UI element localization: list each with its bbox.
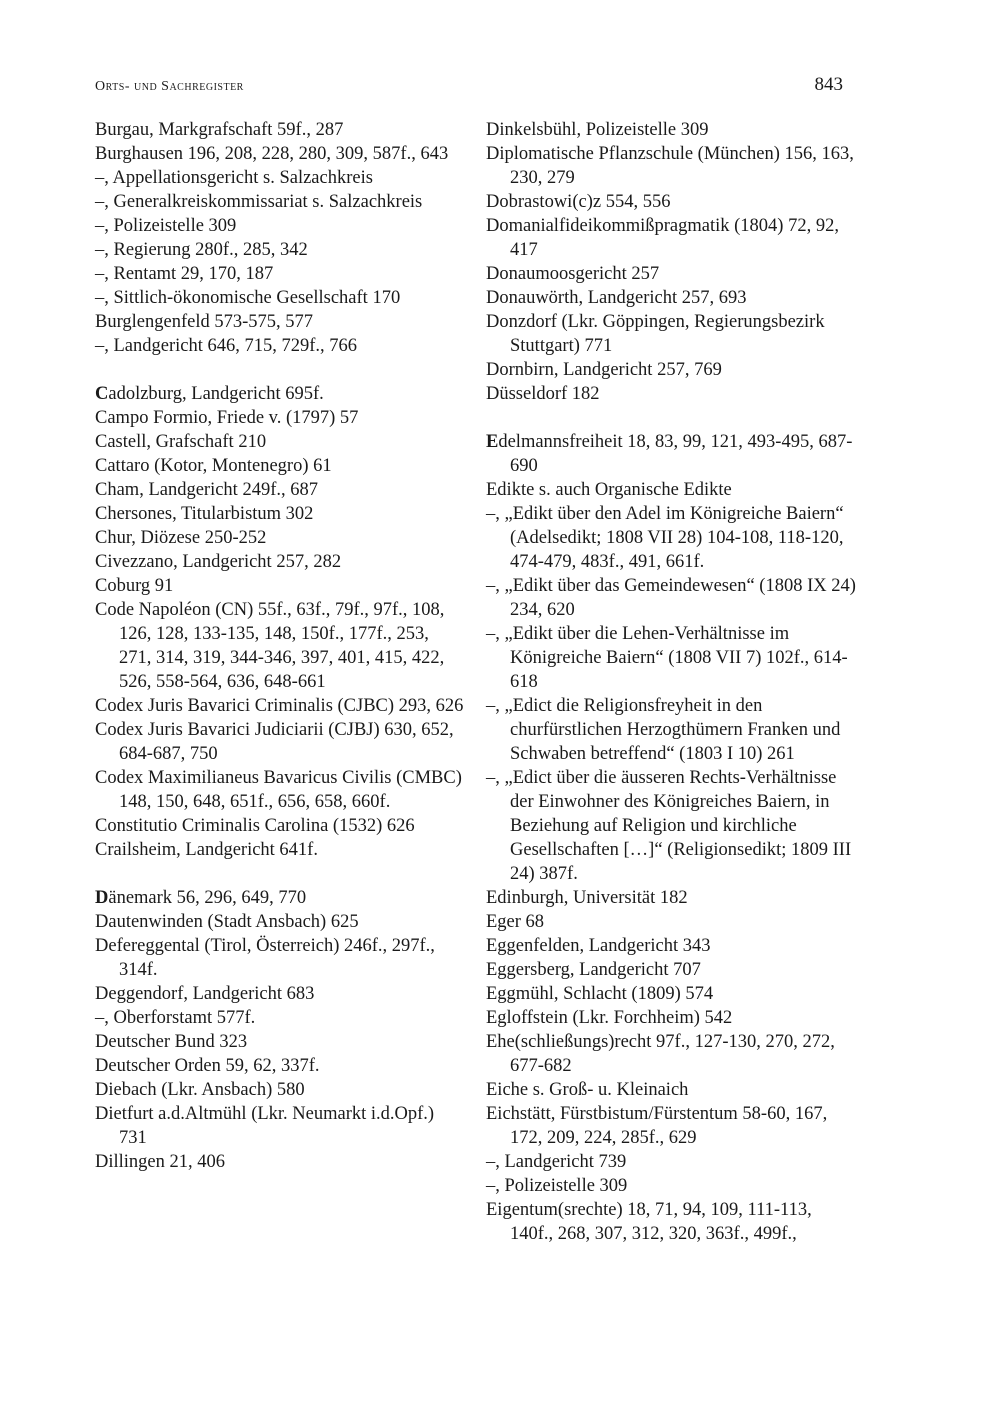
index-entry-text: Codex Juris Bavarici Criminalis (CJBC) 293, 626 <box>95 696 464 716</box>
index-entry <box>486 262 856 286</box>
index-entry <box>95 598 465 694</box>
index-entry-text: Dornbirn, Landgericht 257, 769 <box>486 360 722 380</box>
index-entry-text: –, Polizeistelle 309 <box>486 1176 628 1196</box>
index-entry-text: Donauwörth, Landgericht 257, 693 <box>486 288 747 308</box>
index-entry <box>95 694 465 718</box>
letter-initial: C <box>95 384 109 404</box>
index-entry <box>95 238 465 262</box>
index-entry-text: Eger 68 <box>486 912 545 932</box>
index-entry-text: Chersones, Titularbistum 302 <box>95 504 314 524</box>
index-entry-text: –, „Edikt über die Lehen-Verhältnisse im Königreiche Baiern“ (1808 VII 7) 102f., 614-618 <box>486 624 848 692</box>
index-entry <box>95 406 465 430</box>
index-entry <box>95 502 465 526</box>
letter-initial: E <box>486 432 499 452</box>
index-entry <box>95 814 465 838</box>
index-entry <box>486 1150 856 1174</box>
index-entry-text: Eiche s. Groß- u. Kleinaich <box>486 1080 689 1100</box>
index-entry-text: Burglengenfeld 573-575, 577 <box>95 312 314 332</box>
index-entry-text: Deggendorf, Landgericht 683 <box>95 984 315 1004</box>
letter-group-gap <box>95 862 465 886</box>
index-entry <box>95 334 465 358</box>
index-entry <box>486 382 856 406</box>
index-entry-text: Domanialfideikommißpragmatik (1804) 72, 92, 417 <box>486 216 839 260</box>
index-entry <box>486 502 856 574</box>
index-entry-text: Düsseldorf 182 <box>486 384 600 404</box>
index-entry-text: Eigentum(srechte) 18, 71, 94, 109, 111-113, 140f., 268, 307, 312, 320, 363f., 499f., <box>486 1200 812 1244</box>
index-entry-text: –, Generalkreiskommissariat s. Salzachkreis <box>95 192 423 212</box>
index-entry <box>95 1030 465 1054</box>
index-entry <box>486 574 856 622</box>
index-entry-text: Cattaro (Kotor, Montenegro) 61 <box>95 456 332 476</box>
index-entry-text: Constitutio Criminalis Carolina (1532) 626 <box>95 816 415 836</box>
index-column-right <box>486 118 856 1246</box>
index-entry <box>95 910 465 934</box>
index-entry <box>95 478 465 502</box>
index-entry <box>95 310 465 334</box>
index-entry <box>95 214 465 238</box>
index-entry-text: –, Oberforstamt 577f. <box>95 1008 256 1028</box>
index-entry <box>486 694 856 766</box>
index-entry-text: –, Appellationsgericht s. Salzachkreis <box>95 168 373 188</box>
index-entry <box>95 982 465 1006</box>
index-entry-text: Diplomatische Pflanzschule (München) 156, 163, 230, 279 <box>486 144 854 188</box>
index-entry-text: –, Rentamt 29, 170, 187 <box>95 264 274 284</box>
index-entry-text: delmannsfreiheit 18, 83, 99, 121, 493-495, 687-690 <box>498 432 853 476</box>
index-entry <box>486 286 856 310</box>
index-entry-text: Code Napoléon (CN) 55f., 63f., 79f., 97f., 108, 126, 128, 133-135, 148, 150f., 177f., 253, 271, 314, 319, 344-346, 397, 401, 415, 422, 526, 558-564, 636, 648-661 <box>95 600 445 692</box>
index-entry-text: Campo Formio, Friede v. (1797) 57 <box>95 408 359 428</box>
running-head-title: Orts- und Sachregister <box>95 79 244 94</box>
index-entry-text: Crailsheim, Landgericht 641f. <box>95 840 318 860</box>
index-entry-text: Defereggental (Tirol, Österreich) 246f., 297f., 314f. <box>95 936 435 980</box>
index-entry-text: Castell, Grafschaft 210 <box>95 432 267 452</box>
index-entry <box>486 214 856 262</box>
running-head <box>95 74 843 96</box>
index-entry-text: Chur, Diözese 250-252 <box>95 528 267 548</box>
index-entry <box>95 286 465 310</box>
index-entry <box>486 1198 856 1246</box>
index-entry-text: Eichstätt, Fürstbistum/Fürstentum 58-60, 167, 172, 209, 224, 285f., 629 <box>486 1104 828 1148</box>
index-entry-text: Burghausen 196, 208, 228, 280, 309, 587f., 643 <box>95 144 449 164</box>
index-entry <box>95 886 465 910</box>
index-entry <box>486 190 856 214</box>
index-entry <box>95 1102 465 1150</box>
index-entry-text: Eggmühl, Schlacht (1809) 574 <box>486 984 714 1004</box>
index-entry-text: Deutscher Orden 59, 62, 337f. <box>95 1056 320 1076</box>
index-entry <box>486 910 856 934</box>
index-entry-text: Dinkelsbühl, Polizeistelle 309 <box>486 120 709 140</box>
index-entry <box>486 1174 856 1198</box>
index-entry <box>486 1006 856 1030</box>
index-entry <box>95 430 465 454</box>
index-entry <box>95 526 465 550</box>
index-entry-text: –, Landgericht 646, 715, 729f., 766 <box>95 336 358 356</box>
index-entry-text: Dautenwinden (Stadt Ansbach) 625 <box>95 912 359 932</box>
index-entry <box>486 118 856 142</box>
index-entry-text: Codex Maximilianeus Bavaricus Civilis (CMBC) 148, 150, 648, 651f., 656, 658, 660f. <box>95 768 462 812</box>
index-entry <box>95 454 465 478</box>
index-entry-text: Edinburgh, Universität 182 <box>486 888 688 908</box>
index-entry <box>95 1078 465 1102</box>
index-entry-text: Coburg 91 <box>95 576 174 596</box>
index-entry <box>486 358 856 382</box>
index-entry <box>95 574 465 598</box>
index-entry-text: Eggersberg, Landgericht 707 <box>486 960 701 980</box>
index-entry-text: –, „Edikt über das Gemeindewesen“ (1808 IX 24) 234, 620 <box>486 576 856 620</box>
index-entry <box>95 262 465 286</box>
index-entry-text: –, „Edict über die äusseren Rechts-Verhältnisse der Einwohner des Königreiches Baiern, in Beziehung auf Religion und kirchliche Gesellschaften […]“ (Religionsedikt; 1809 III 24) 387f. <box>486 768 852 884</box>
index-entry-text: änemark 56, 296, 649, 770 <box>108 888 307 908</box>
index-entry <box>486 1102 856 1150</box>
index-entry-text: Donzdorf (Lkr. Göppingen, Regierungsbezirk Stuttgart) 771 <box>486 312 825 356</box>
letter-group-gap <box>486 406 856 430</box>
index-entry-text: Codex Juris Bavarici Judiciarii (CJBJ) 630, 652, 684-687, 750 <box>95 720 454 764</box>
index-entry-text: Dillingen 21, 406 <box>95 1152 226 1172</box>
index-entry <box>95 766 465 814</box>
index-entry-text: Cham, Landgericht 249f., 687 <box>95 480 318 500</box>
index-entry <box>486 1030 856 1078</box>
index-entry <box>486 1078 856 1102</box>
index-entry-text: –, Sittlich-ökonomische Gesellschaft 170 <box>95 288 401 308</box>
letter-initial: D <box>95 888 109 908</box>
index-entry <box>486 934 856 958</box>
index-entry <box>95 718 465 766</box>
index-entry-text: –, Landgericht 739 <box>486 1152 627 1172</box>
index-entry <box>486 142 856 190</box>
index-entry <box>95 934 465 982</box>
index-entry <box>95 550 465 574</box>
index-entry-text: Dietfurt a.d.Altmühl (Lkr. Neumarkt i.d.Opf.) 731 <box>95 1104 435 1148</box>
index-entry-text: –, „Edict die Religionsfreyheit in den churfürstlichen Herzogthümern Franken und Schwaben betreffend“ (1803 I 10) 261 <box>486 696 841 764</box>
index-entry-text: Burgau, Markgrafschaft 59f., 287 <box>95 120 344 140</box>
index-entry-text: Ehe(schließungs)recht 97f., 127-130, 270, 272, 677-682 <box>486 1032 835 1076</box>
index-entry <box>95 190 465 214</box>
index-entry <box>95 1054 465 1078</box>
index-entry <box>95 118 465 142</box>
index-column-left <box>95 118 465 1174</box>
index-entry <box>95 382 465 406</box>
index-entry-text: adolzburg, Landgericht 695f. <box>108 384 324 404</box>
index-entry-text: Diebach (Lkr. Ansbach) 580 <box>95 1080 305 1100</box>
index-entry <box>486 478 856 502</box>
index-entry-text: Dobrastowi(c)z 554, 556 <box>486 192 671 212</box>
index-entry <box>95 1006 465 1030</box>
index-entry <box>486 886 856 910</box>
index-entry <box>486 766 856 886</box>
index-entry <box>95 166 465 190</box>
page-number: 843 <box>814 74 843 95</box>
index-entry-text: –, Polizeistelle 309 <box>95 216 237 236</box>
index-entry <box>95 142 465 166</box>
index-entry <box>486 958 856 982</box>
index-entry-text: Edikte s. auch Organische Edikte <box>486 480 732 500</box>
index-entry-text: –, „Edikt über den Adel im Königreiche Baiern“ (Adelsedikt; 1808 VII 28) 104-108, 118-120, 474-479, 483f., 491, 661f. <box>486 504 844 572</box>
index-entry-text: Donaumoosgericht 257 <box>486 264 660 284</box>
index-entry-text: Eggenfelden, Landgericht 343 <box>486 936 711 956</box>
index-entry <box>95 838 465 862</box>
index-entry-text: Deutscher Bund 323 <box>95 1032 248 1052</box>
index-entry-text: Civezzano, Landgericht 257, 282 <box>95 552 342 572</box>
index-entry <box>486 430 856 478</box>
index-entry <box>486 310 856 358</box>
index-entry <box>486 622 856 694</box>
letter-group-gap <box>95 358 465 382</box>
index-entry-text: –, Regierung 280f., 285, 342 <box>95 240 308 260</box>
index-entry <box>486 982 856 1006</box>
index-entry-text: Egloffstein (Lkr. Forchheim) 542 <box>486 1008 733 1028</box>
index-entry <box>95 1150 465 1174</box>
